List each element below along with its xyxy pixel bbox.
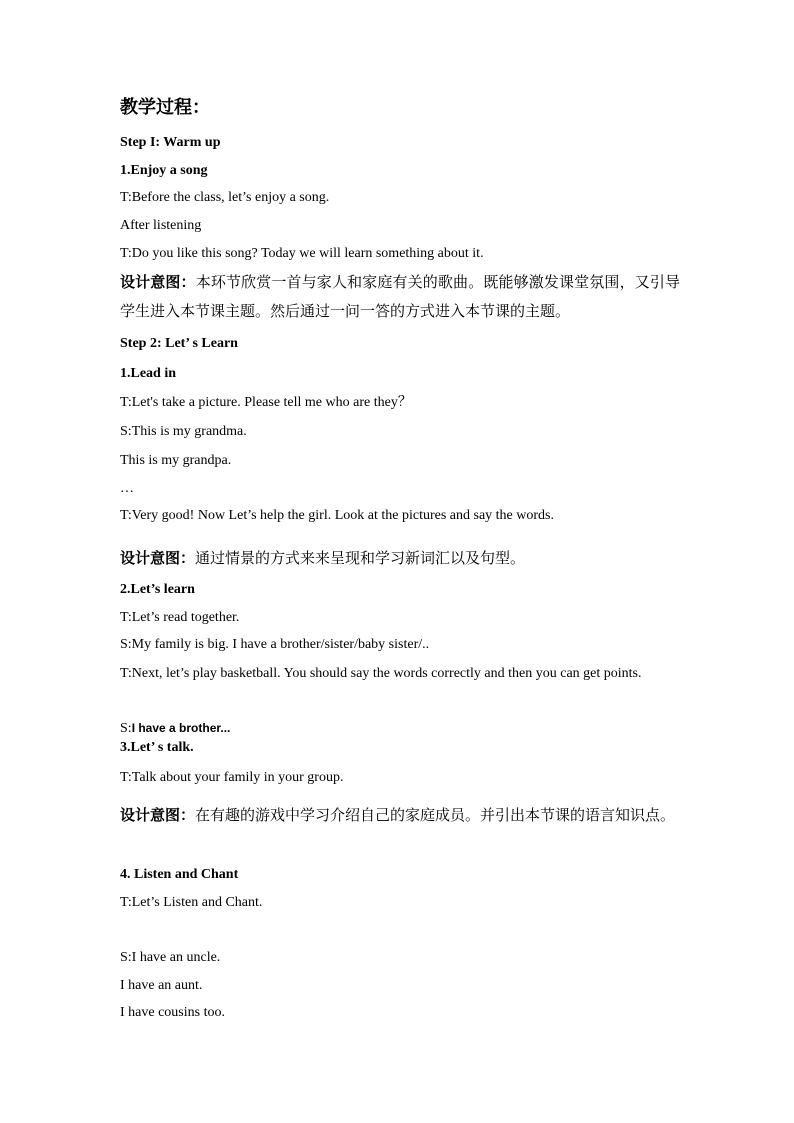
talk-sub: 3.Let’ s talk.	[120, 740, 194, 755]
design-intent-1-text: 本环节欣赏一首与家人和家庭有关的歌曲。既能够激发课堂氛围，又引导学生进入本节课主题。然后通过一问一答的方式进入本节课的主题。	[120, 273, 680, 320]
design-intent-1	[120, 268, 680, 326]
chant-line1: T:Let’s Listen and Chant.	[120, 895, 263, 910]
step2-heading: Step 2: Let’ s Learn	[120, 336, 238, 351]
page-title: 教学过程：	[120, 97, 210, 118]
design-intent-1-label: 设计意图：	[120, 273, 196, 291]
design-intent-3	[120, 801, 680, 830]
design-intent-2-text: 通过情景的方式来来呈现和学习新词汇以及句型。	[195, 549, 526, 567]
learn-line4-prefix: S:	[120, 721, 132, 736]
design-intent-2	[120, 547, 525, 569]
chant-sub: 4. Listen and Chant	[120, 867, 239, 882]
chant-line3: I have an aunt.	[120, 978, 203, 993]
step2-line1: T:Let's take a picture. Please tell me who are they？	[120, 395, 412, 410]
learn-line2: S:My family is big. I have a brother/sister/baby sister/..	[120, 637, 430, 652]
step2-line2: S:This is my grandma.	[120, 424, 247, 439]
step2-line4: …	[120, 481, 134, 496]
step1-line2: After listening	[120, 218, 202, 233]
step1-heading: Step I: Warm up	[120, 135, 221, 150]
learn-line1: T:Let’s read together.	[120, 610, 240, 625]
learn-line4-rest: I have a brother...	[131, 721, 231, 735]
chant-line2: S:I have an uncle.	[120, 950, 221, 965]
step2-sub1: 1.Lead in	[120, 366, 177, 381]
learn-line4	[120, 719, 230, 738]
learn-line3: T:Next, let’s play basketball. You should say the words correctly and then you can get points.	[120, 666, 642, 681]
talk-line1: T:Talk about your family in your group.	[120, 770, 344, 785]
step1-line3: T:Do you like this song? Today we will learn something about it.	[120, 246, 484, 261]
design-intent-2-label: 设计意图：	[120, 549, 196, 567]
learn-sub: 2.Let’s learn	[120, 582, 195, 597]
step1-line1: T:Before the class, let’s enjoy a song.	[120, 190, 330, 205]
design-intent-3-label: 设计意图：	[120, 806, 196, 824]
chant-line4: I have cousins too.	[120, 1005, 225, 1020]
step2-line3: This is my grandpa.	[120, 453, 232, 468]
step2-line5: T:Very good! Now Let’s help the girl. Look at the pictures and say the words.	[120, 508, 554, 523]
design-intent-3-text: 在有趣的游戏中学习介绍自己的家庭成员。并引出本节课的语言知识点。	[195, 806, 676, 824]
step1-sub1: 1.Enjoy a song	[120, 163, 208, 178]
